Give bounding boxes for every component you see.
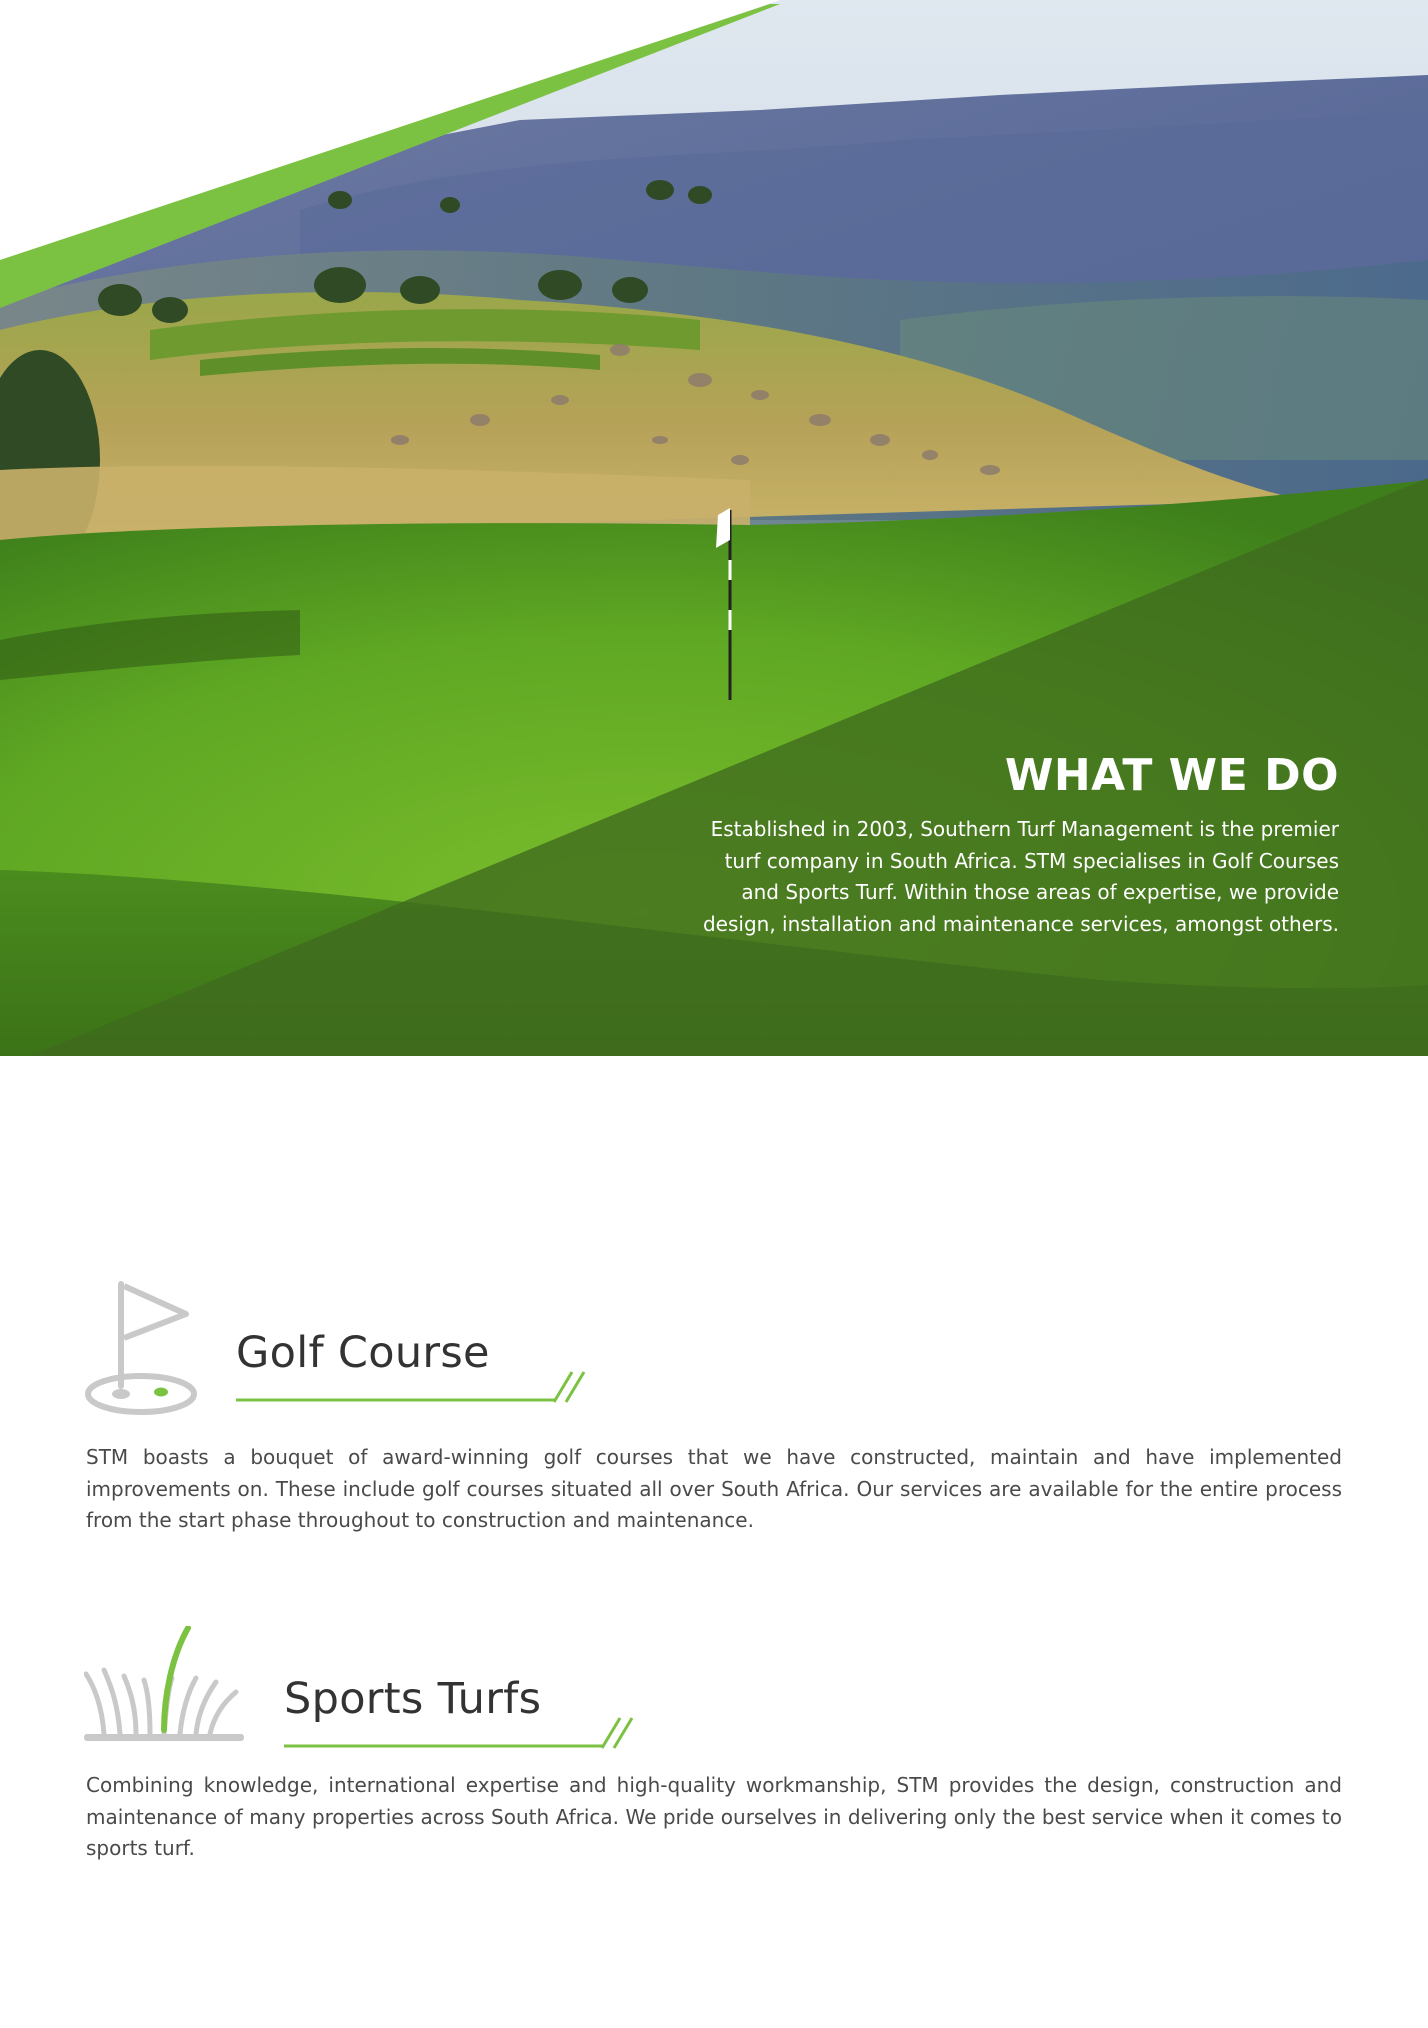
- sports-turfs-section: [0, 1620, 1428, 1880]
- grass-icon: [84, 1626, 244, 1748]
- sports-turfs-body: Combining knowledge, international expertise and high-quality workmanship, STM provides the design, construction and maintenance of many properties across South Africa. We pride ourselves in delivering only the best service when it comes to sports turf.: [86, 1773, 1342, 1860]
- heading-underline: [236, 1350, 596, 1410]
- golf-course-heading: Golf Course: [236, 1328, 490, 1378]
- golf-flag-icon: [84, 1276, 200, 1418]
- golf-course-section: [0, 1270, 1428, 1570]
- golf-course-body: STM boasts a bouquet of award-winning golf courses that we have constructed, maintain and have implemented improvements on. These include golf courses situated all over South Africa. Our services are available for the entire process from the start phase throughout to construction and maintenance.: [86, 1445, 1342, 1532]
- sports-turfs-heading: Sports Turfs: [284, 1674, 542, 1724]
- hero-text-block: [699, 752, 1339, 940]
- hero-body: Established in 2003, Southern Turf Management is the premier turf company in South Africa. STM specialises in Golf Courses and Sports Turf. Within those areas of expertise, we provide design, installation and maintenance services, amongst others.: [702, 817, 1339, 936]
- heading-underline: [284, 1696, 644, 1756]
- hero-title: WHAT WE DO: [1004, 750, 1339, 801]
